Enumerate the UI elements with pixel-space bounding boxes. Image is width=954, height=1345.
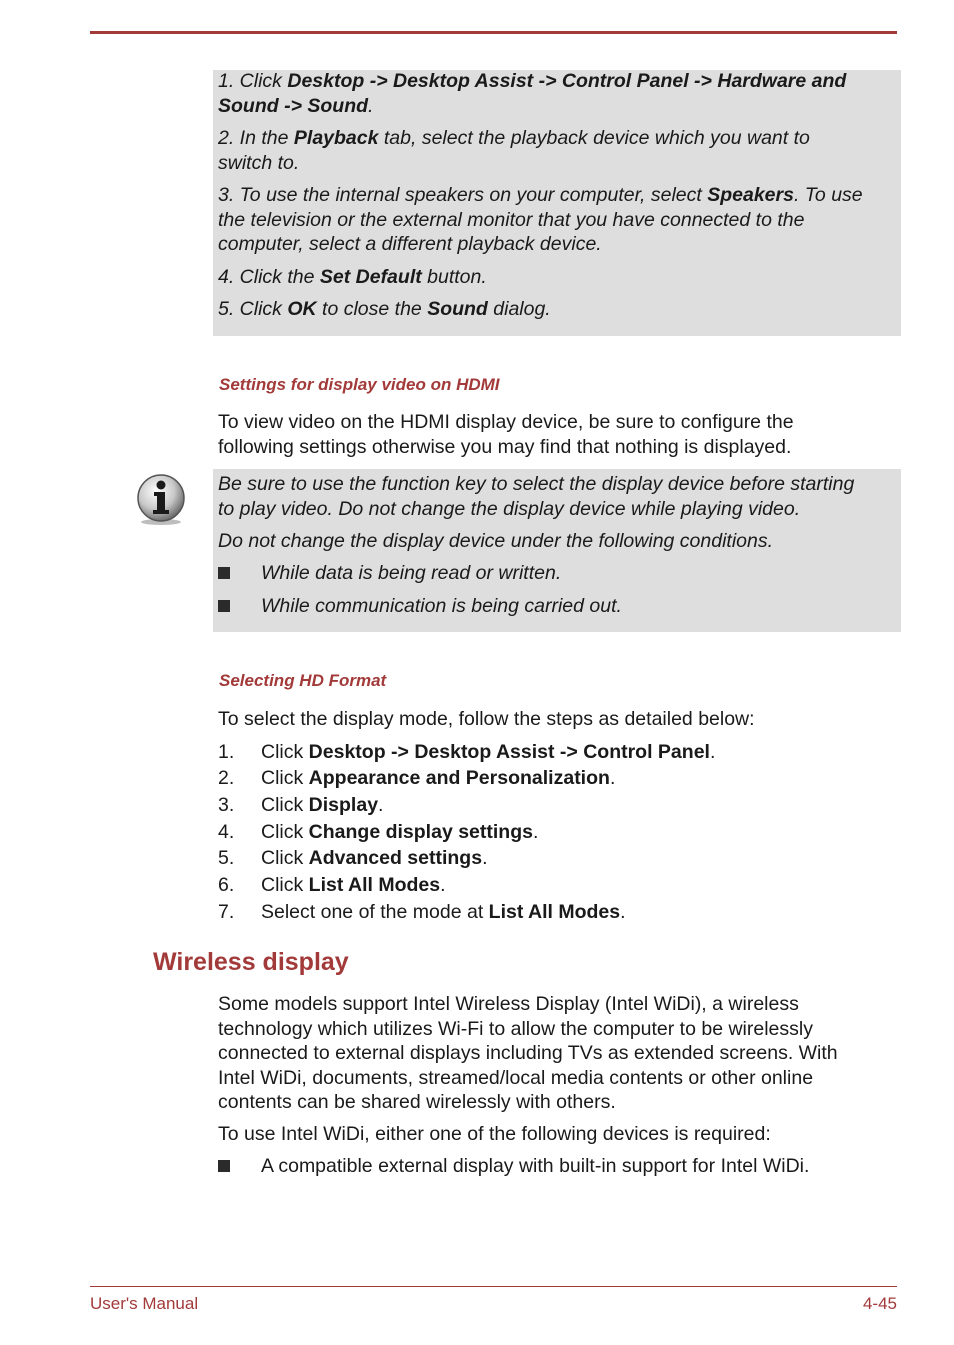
- step-number: 1.: [218, 741, 235, 763]
- wireless-bullet-1: A compatible external display with built-in support for Intel WiDi.: [261, 1155, 810, 1177]
- bullet-square: [218, 567, 230, 579]
- note-step-3: 3. To use the internal speakers on your computer, select Speakers. To use the television or the external monitor that you have connected to the computer, select a different playback device.: [218, 184, 863, 255]
- step-text: Click Change display settings.: [261, 821, 539, 843]
- note2-bullet-2: While communication is being carried out.: [261, 595, 622, 617]
- step-number: 4.: [218, 821, 235, 843]
- note-step-1: 1. Click Desktop -> Desktop Assist -> Control Panel -> Hardware and Sound -> Sound.: [218, 70, 847, 117]
- step-text: Click Appearance and Personalization.: [261, 767, 616, 789]
- note2-bullet-1: While data is being read or written.: [261, 562, 562, 584]
- step-number: 7.: [218, 901, 235, 923]
- step-number: 2.: [218, 767, 235, 789]
- note-step-5: 5. Click OK to close the Sound dialog.: [218, 298, 551, 320]
- wireless-paragraph: Some models support Intel Wireless Display (Intel WiDi), a wireless technology which utilizes Wi-Fi to allow the computer to be wirelessly connected to external displays including TVs as extended screens. With Intel WiDi, documents, streamed/local media contents or other online contents can be shared wirelessly with others.: [218, 993, 838, 1113]
- hd-format-intro: To select the display mode, follow the steps as detailed below:: [218, 708, 755, 730]
- step-text: Select one of the mode at List All Modes.: [261, 901, 626, 923]
- footer-rule: [90, 1286, 897, 1287]
- hd-format-heading: Selecting HD Format: [219, 671, 387, 690]
- note2-line-3: Do not change the display device under the following conditions.: [218, 530, 774, 552]
- note-step-2: 2. In the Playback tab, select the playback device which you want to switch to.: [218, 127, 810, 174]
- footer-title: User's Manual: [90, 1294, 199, 1313]
- step-number: 6.: [218, 874, 235, 896]
- step-text: Click Desktop -> Desktop Assist -> Control Panel.: [261, 741, 716, 763]
- step-text: Click Display.: [261, 794, 384, 816]
- bullet-square: [218, 600, 230, 612]
- step-text: Click Advanced settings.: [261, 847, 488, 869]
- wireless-heading: Wireless display: [153, 948, 349, 976]
- hdmi-intro: To view video on the HDMI display device, be sure to configure the following settings otherwise you may find that nothing is displayed.: [218, 411, 794, 458]
- info-icon: [135, 472, 187, 526]
- header-rule: [90, 31, 897, 34]
- step-number: 3.: [218, 794, 235, 816]
- page-number: 4-45: [862, 1294, 897, 1313]
- note2-line-1: Be sure to use the function key to select the display device before starting to play video. Do not change the display device while playing video.: [218, 473, 855, 520]
- step-number: 5.: [218, 847, 235, 869]
- note-step-4: 4. Click the Set Default button.: [218, 266, 487, 288]
- bullet-square: [218, 1160, 230, 1172]
- step-text: Click List All Modes.: [261, 874, 446, 896]
- wireless-paragraph-2: To use Intel WiDi, either one of the following devices is required:: [218, 1123, 771, 1145]
- hdmi-heading: Settings for display video on HDMI: [219, 375, 500, 394]
